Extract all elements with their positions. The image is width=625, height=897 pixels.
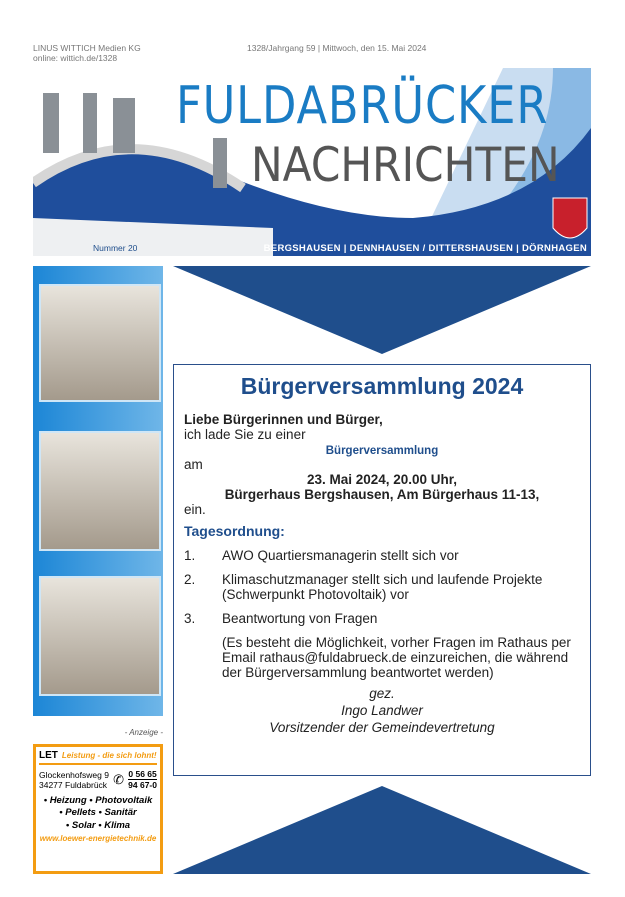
agenda-text: Beantwortung von Fragen [222, 611, 378, 626]
ad-phone1: 0 56 65 [128, 769, 157, 779]
article-title: Bürgerversammlung 2024 [240, 373, 524, 399]
ad-slogan: Leistung - die sich lohnt! [61, 751, 157, 760]
signature-gez: gez. [369, 686, 395, 701]
photo-three-men [39, 576, 161, 696]
ad-street: Glockenhofsweg 9 [39, 769, 109, 780]
ad-line3: • Solar • Klima [65, 819, 131, 831]
advertisement[interactable] [33, 744, 163, 874]
ad-city: 34277 Fuldabrück [39, 779, 108, 790]
ad-logo: LET [39, 750, 58, 761]
publisher-online: online: wittich.de/1328 [33, 53, 118, 63]
issue-line: 1328/Jahrgang 59 | Mittwoch, den 15. Mai 2024 [247, 43, 427, 53]
event-date: 23. Mai 2024, 20.00 Uhr, [306, 472, 458, 487]
agenda-note: (Es besteht die Möglichkeit, vorher Fragen im Rathaus per Email rathaus@fuldabrueck.de einzureichen, die während der Bürgerversammlung beantwortet werden) [222, 635, 571, 680]
event-place: Bürgerhaus Bergshausen, Am Bürgerhaus 11-13, [224, 487, 540, 502]
ein-text: ein. [184, 502, 206, 517]
invite-text: ich lade Sie zu einer [184, 427, 306, 442]
bottom-triangle [173, 786, 591, 874]
agenda-text: Klimaschutzmanager stellt sich und laufende Projekte (Schwerpunkt Photovoltaik) vor [222, 572, 543, 602]
photo-women-table [39, 431, 161, 551]
agenda-item [184, 548, 580, 563]
photo-sidebar [33, 266, 163, 716]
ad-line2: • Pellets • Sanitär [59, 807, 137, 819]
agenda-num: 3. [184, 611, 196, 626]
event-name: Bürgerversammlung [325, 445, 439, 457]
greeting: Liebe Bürgerinnen und Bürger, [184, 412, 383, 427]
article-box [173, 364, 591, 776]
agenda-list [184, 548, 580, 626]
signature-role: Vorsitzender der Gemeindevertretung [269, 719, 495, 735]
issue-number: Nummer 20 [93, 243, 138, 253]
agenda-text: AWO Quartiersmanagerin stellt sich vor [222, 548, 459, 563]
agenda-item [184, 572, 580, 602]
signature [184, 686, 580, 737]
signature-name: Ingo Landwer [341, 702, 423, 718]
masthead [33, 68, 591, 256]
ad-line1: • Heizung • Photovoltaik [43, 795, 153, 806]
agenda-num: 1. [184, 548, 196, 563]
agenda-title: Tagesordnung: [184, 523, 285, 539]
publisher-info [33, 43, 141, 63]
ad-url[interactable]: www.loewer-energietechnik.de [39, 834, 157, 844]
am-text: am [184, 457, 203, 472]
top-triangle [173, 266, 591, 354]
agenda-num: 2. [184, 572, 196, 587]
places-line: BERGSHAUSEN | DENNHAUSEN / DITTERSHAUSEN | DÖRNHAGEN [263, 243, 587, 254]
agenda-item [184, 611, 580, 626]
ad-phone2: 94 67-0 [128, 780, 157, 790]
ad-label: - Anzeige - [124, 728, 163, 737]
publisher-name: LINUS WITTICH Medien KG [33, 43, 141, 53]
title-fuldabruecker: FULDABRÜCKER [176, 76, 549, 136]
phone-icon: ✆ [113, 771, 124, 787]
title-nachrichten: NACHRICHTEN [251, 138, 560, 193]
photo-two-men [39, 284, 161, 402]
